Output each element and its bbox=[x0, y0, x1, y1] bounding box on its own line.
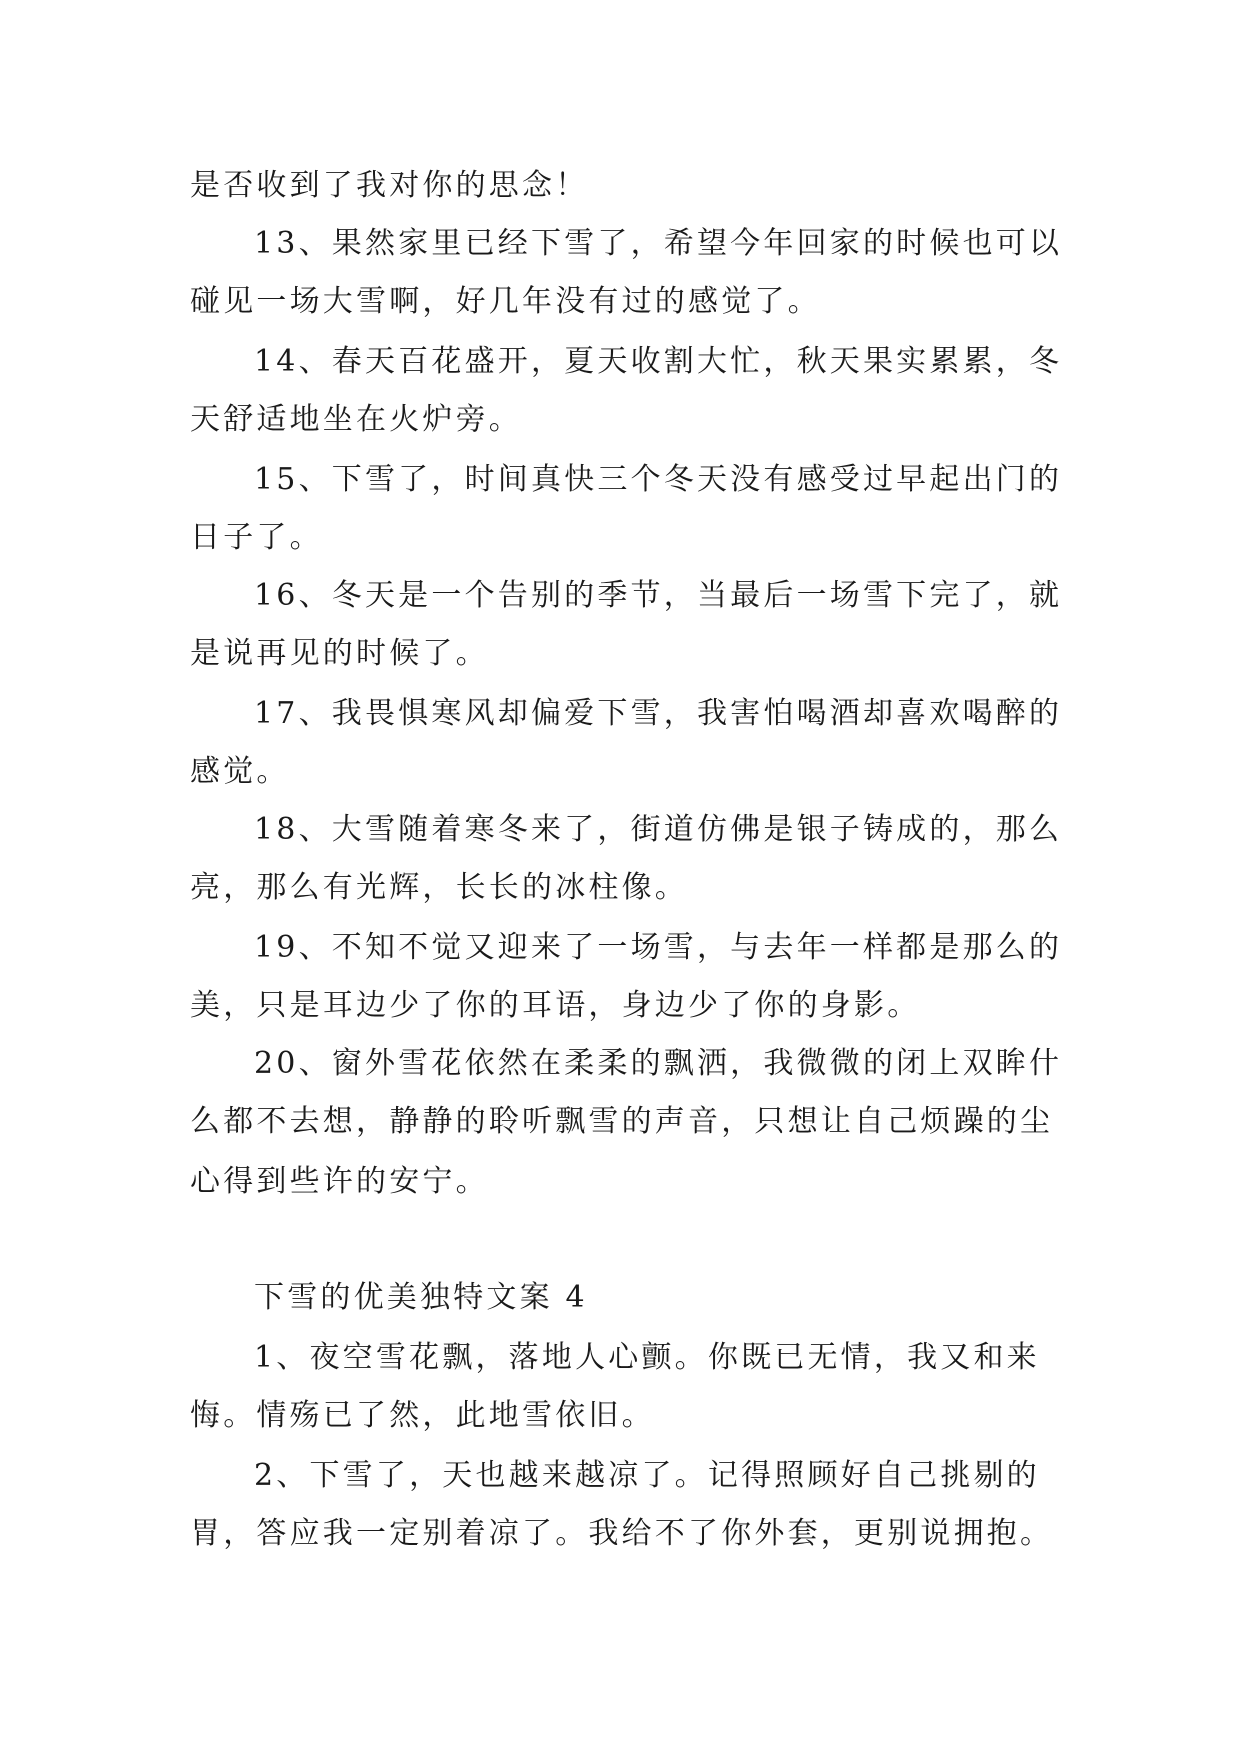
paragraph-line: 13、果然家里已经下雪了，希望今年回家的时候也可以 bbox=[254, 226, 1063, 261]
paragraph-line: 是否收到了我对你的思念！ bbox=[190, 168, 589, 203]
paragraph-line: 美，只是耳边少了你的耳语，身边少了你的身影。 bbox=[190, 988, 921, 1023]
paragraph-line: 14、春天百花盛开，夏天收割大忙，秋天果实累累，冬 bbox=[254, 344, 1063, 379]
paragraph-line: 胃，答应我一定别着凉了。我给不了你外套，更别说拥抱。 bbox=[190, 1516, 1054, 1551]
paragraph-line: 19、不知不觉又迎来了一场雪，与去年一样都是那么的 bbox=[254, 930, 1063, 965]
paragraph-line: 是说再见的时候了。 bbox=[190, 636, 489, 671]
paragraph-line: 碰见一场大雪啊，好几年没有过的感觉了。 bbox=[190, 284, 821, 319]
section-heading: 下雪的优美独特文案 4 bbox=[254, 1280, 588, 1315]
paragraph-line: 心得到些许的安宁。 bbox=[190, 1164, 489, 1199]
paragraph-line: 么都不去想，静静的聆听飘雪的声音，只想让自己烦躁的尘 bbox=[190, 1104, 1054, 1139]
paragraph-line: 18、大雪随着寒冬来了，街道仿佛是银子铸成的，那么 bbox=[254, 812, 1063, 847]
paragraph-line: 悔。情殇已了然，此地雪依旧。 bbox=[190, 1398, 655, 1433]
paragraph-line: 感觉。 bbox=[190, 754, 290, 789]
paragraph-line: 亮，那么有光辉，长长的冰柱像。 bbox=[190, 870, 688, 905]
paragraph-line: 16、冬天是一个告别的季节，当最后一场雪下完了，就 bbox=[254, 578, 1063, 613]
paragraph-line: 天舒适地坐在火炉旁。 bbox=[190, 402, 522, 437]
paragraph-line: 20、窗外雪花依然在柔柔的飘洒，我微微的闭上双眸什 bbox=[254, 1046, 1063, 1081]
paragraph-line: 日子了。 bbox=[190, 520, 323, 555]
paragraph-line: 1、夜空雪花飘，落地人心颤。你既已无情，我又和来 bbox=[254, 1340, 1040, 1375]
paragraph-line: 17、我畏惧寒风却偏爱下雪，我害怕喝酒却喜欢喝醉的 bbox=[254, 696, 1063, 731]
paragraph-line: 15、下雪了，时间真快三个冬天没有感受过早起出门的 bbox=[254, 462, 1063, 497]
paragraph-line: 2、下雪了，天也越来越凉了。记得照顾好自己挑剔的 bbox=[254, 1458, 1040, 1493]
